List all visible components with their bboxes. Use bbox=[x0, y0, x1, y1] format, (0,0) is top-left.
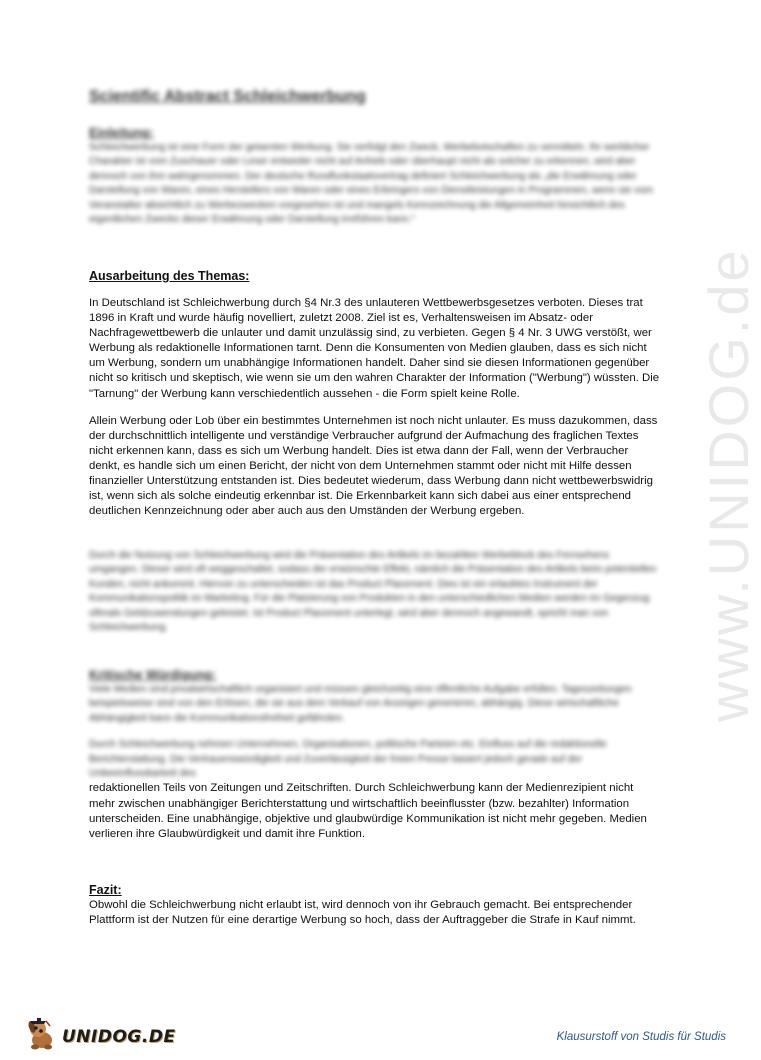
blurred-middle-text: Durch die Nutzung von Schleichwerbung wird die Präsentation des Artikels im bezahlten Werbeblock des Fernsehens umgangen. Dieser wird oft weggeschaltet, sodass der erwünschte Effekt, nämlich die Präsentation des Artikels beim potentiellen Kunden, nicht ankommt. Hiervon zu unterscheiden ist das Product Placement. Dies ist ein erlaubtes Instrument der Kommunikationspolitik im Marketing. Für die Platzierung von Produkten in den unterschiedlichen Medien werden im Gegenzug oftmals Geldzuwendungen geleistet. Ist Product Placement unterlegt, wird aber dennoch angewandt, spricht man von Schleichwerbung. bbox=[89, 550, 657, 634]
footer-tagline: Klausurstoff von Studis für Studis bbox=[556, 1031, 726, 1043]
heading-fazit: Fazit: bbox=[89, 883, 122, 897]
section-fazit bbox=[89, 883, 661, 928]
heading-ausarbeitung: Ausarbeitung des Themas: bbox=[89, 269, 250, 283]
section-kritik bbox=[89, 668, 661, 842]
document-title: Scientific Abstract Schleichwerbung bbox=[89, 88, 366, 105]
dog-mascot-icon bbox=[24, 1016, 60, 1057]
section-einleitung bbox=[89, 126, 661, 227]
watermark: www.UNIDOG.de bbox=[697, 247, 760, 722]
fazit-text: Obwohl die Schleichwerbung nicht erlaubt ist, wird dennoch von ihr Gebrauch gemacht. Bei entsprechender Plattform ist der Nutzen für eine derartige Werbung so hoch, dass der Auftraggeber die Strafe in Kauf nimmt. bbox=[89, 899, 636, 927]
ausarbeitung-paragraph-1: In Deutschland ist Schleichwerbung durch §4 Nr.3 des unlauteren Wettbewerbsgesetzes verboten. Dieses trat 1896 in Kraft und wurde häufig novelliert, zuletzt 2008. Ziel ist es, Verhaltensweisen im Absatz- oder Nachfragewettbewerb die unlauter und damit unzulässig sind, zu verbieten. Gegen § 4 Nr. 3 UWG verstößt, wer Werbung als redaktionelle Informationen tarnt. Denn die Konsumenten von Medien glauben, dass es sich nicht um Werbung, sondern um unabhängige Informationen handelt. Daher sind sie diesen Informationen gegenüber nicht so kritisch und skeptisch, wie wenn sie um den wahren Charakter der Information ("Werbung") wüssten. Die "Tarnung" der Werbung kann verschiedentlich aussehen - die Form spielt keine Rolle. bbox=[89, 297, 660, 400]
ausarbeitung-paragraph-2: Allein Werbung oder Lob über ein bestimmtes Unternehmen ist noch nicht unlauter. Es muss dazukommen, dass der durchschnittlich intelligente und verständige Verbraucher aufgrund der Aufmachung des fraglichen Textes nicht erkennen kann, dass es sich um Werbung handelt. Dies ist etwa dann der Fall, wenn der Verbraucher denkt, es handle sich um einen Bericht, der nicht von dem Unternehmen stammt oder nicht mit Hilfe dessen finanzieller Unterstützung entstanden ist. Dies bedeutet wiederum, dass Werbung dann nicht wettbewerbswidrig ist, wenn sich als solche eindeutig erkennbar ist. Die Erkennbarkeit kann sich dabei aus einer entsprechend deutlichen Kennzeichnung oder aber auch aus den Umständen der Werbung ergeben. bbox=[89, 414, 658, 518]
einleitung-text: Schleichwerbung ist eine Form der getarnten Werbung. Sie verfolgt den Zweck, Werbebotschaften zu vermitteln. Ihr werblicher Charakter ist vom Zuschauer oder Leser entweder nicht auf Anhieb oder überhaupt nicht als solcher zu erkennen, wird aber dennoch von ihm wahrgenommen. Der deutsche Rundfunkstaatsvertrag definiert Schleichwerbung als „die Erwähnung oder Darstellung von Waren, eines Herstellers von Waren oder eines Erbringers von Dienstleistungen in Programmen, wenn sie vom Veranstalter absichtlich zu Werbezwecken vorgesehen ist und mangels Kennzeichnung die Allgemeinheit hinsichtlich des eigentlichen Zwecks dieser Erwähnung oder Darstellung irreführen kann.“ bbox=[89, 142, 653, 226]
kritik-visible-paragraph: redaktionellen Teils von Zeitungen und Zeitschriften. Durch Schleichwerbung kann der Medienrezipient nicht mehr zwischen unabhängiger Berichterstattung und wirtschaftlich beeinflusster (bzw. bezahlter) Information unterscheiden. Eine unabhängige, objektive und glaubwürdige Kommunikation ist nicht mehr gegeben. Medien verlieren ihre Glaubwürdigkeit und damit ihre Funktion. bbox=[89, 782, 647, 840]
unidog-logo bbox=[24, 1016, 176, 1057]
logo-text: UNIDOG.DE bbox=[62, 1026, 176, 1047]
section-ausarbeitung bbox=[89, 269, 661, 519]
kritik-blurred-paragraph-2: Durch Schleichwerbung nehmen Unternehmen, Organisationen, politische Parteien etc. Einfluss auf die redaktionelle Berichterstattung. Die Vertrauenswürdigkeit und Zuverlässigkeit der freien Presse basiert jedoch gerade auf der Unbeeinflussbarkeit des bbox=[89, 739, 607, 780]
section-produkt-placement bbox=[89, 549, 661, 635]
kritik-blurred-part bbox=[89, 668, 661, 781]
heading-kritik: Kritische Würdigung: bbox=[89, 668, 217, 682]
kritik-blurred-paragraph-1: Viele Medien sind privatwirtschaftlich organisiert und müssen gleichzeitig eine öffentliche Aufgabe erfüllen. Tageszeitungen beispielsweise sind von den Erlösen, die sie aus dem Verkauf von Anzeigen generieren, abhängig. Diese wirtschaftliche Abhängigkeit kann die Kommunikationsfreiheit gefährden. bbox=[89, 684, 632, 724]
heading-einleitung: Einleitung: bbox=[89, 126, 154, 140]
